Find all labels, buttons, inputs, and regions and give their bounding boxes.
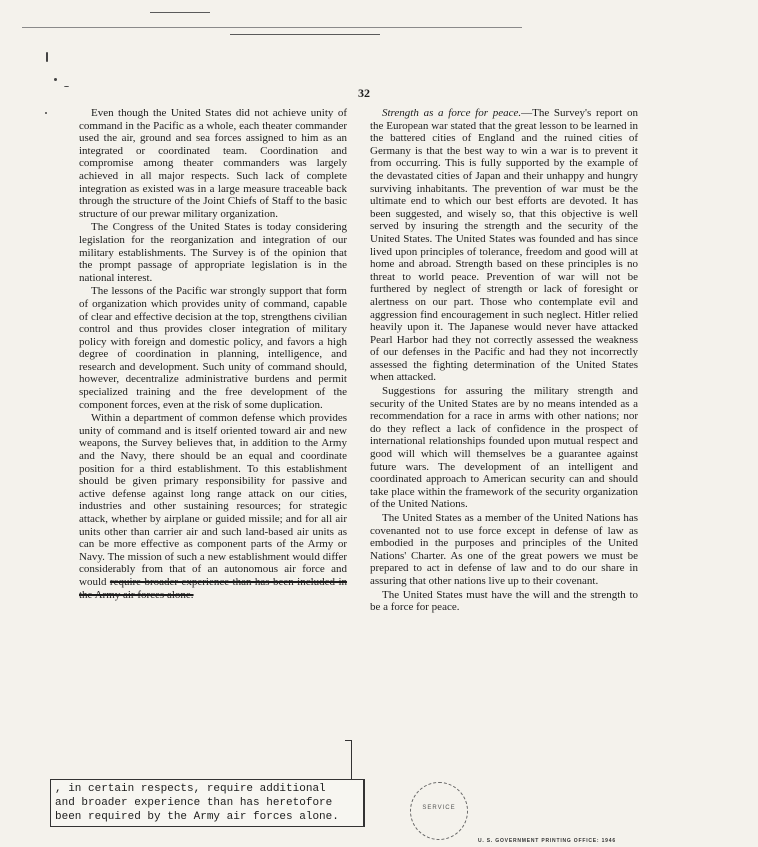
correction-line: been required by the Army air forces alone. (55, 811, 339, 823)
paragraph: Suggestions for assuring the military strength and security of the United States are by no means intended as a recommendation for a race in arms with other nations; nor do they reflect a lack of confidence in the prospect of international relationships founded upon mutual respect and good will which will themselves be a guarantee against future wars. The development of an intelligent and coordinated approach to American security can and should take place within the framework of the security organization of the United Nations. (370, 385, 638, 511)
paragraph: The United States must have the will and the strength to be a force for peace. (370, 588, 638, 614)
typed-correction-slip (50, 779, 365, 827)
paragraph-text: —The Survey's report on the European war stated that the great lesson to be learned in the battered cities of England and the ruined cities of Germany is that the best way to win a war is to prevent it from occurring. This is fully supported by the example of the devastated cities of Japan and their unhappy and hungry surviving inhabitants. The prevention of war must be the ultimate end to which our best efforts are devoted. It has been suggested, and wisely so, that this objective is well served by insuring the strength and the security of the United States. The United States was founded and has since lived upon principles of tolerance, freedom and good will at home and abroad. Strength based on these principles is no threat to world peace. Prevention of war will not be furthered by neglect of strength or lack of foresight or alertness on our part. Those who contemplate evil and aggression find encouragement in such neglect. Hitler relied heavily upon it. The Japanese would never have attacked Pearl Harbor had they not correctly assessed the weakness of our defenses in the Pacific and had they not incorrectly assessed the fighting determination of the United States when attacked. (370, 107, 638, 384)
library-stamp (410, 782, 468, 840)
scan-mark (22, 27, 522, 28)
scan-mark (46, 52, 48, 62)
scan-mark (230, 34, 380, 35)
paragraph (79, 412, 347, 601)
paragraph-text: Within a department of common defense which provides unity of command and is itself oriented toward air and new weapons, the Survey believes that, in addition to the Army and the Navy, there should be an equal and coordinate position for a third establishment. To this establishment should be given primary responsibility for passive and active defense against long range attack on our cities, industries and other sustaining resources; for strategic attack, whether by airplane or guided missile; and for all air units other than carrier air and such land-based air units as can be more effective as component parts of the Army or Navy. The mission of such a new establishment would differ considerably from that of an autonomous air force and would (79, 412, 347, 588)
struck-through-text: require broader experience than has been included in the Army air forces alone. (79, 575, 348, 601)
page-number: 32 (358, 86, 370, 100)
scan-mark (54, 78, 57, 81)
correction-line: , in certain respects, require additional (55, 783, 326, 795)
left-column (79, 107, 347, 601)
paragraph: Even though the United States did not achieve unity of command in the Pacific as a whole, each theater commander used the air, ground and sea forces assigned to him as an integrated or coordinated team. Coordination and compromise among theater commanders was largely achieved in all major respects. Such lack of complete integration as existed was in a large measure traceable back through the structure of the Joint Chiefs of Staff to the basic structure of our prewar military organization. (79, 107, 347, 220)
paragraph: The lessons of the Pacific war strongly support that form of organization which provides unity of command, capable of clear and effective decision at the top, strengthens civilian control and thus provides closer integration of military policy with foreign and domestic policy, and favors a high degree of coordination in planning, intelligence, and research and development. Such unity of command should, however, decentralize administrative burdens and permit specialized training and the free development of the component forces, even at the risk of some duplication. (79, 285, 347, 411)
paragraph: The Congress of the United States is today considering legislation for the reorganization and integration of our military establishments. The Survey is of the opinion that the prompt passage of appropriate legislation is in the national interest. (79, 221, 347, 284)
paragraph: The United States as a member of the United Nations has covenanted not to use force except in defense of law as embodied in the purposes and principles of the United Nations' Charter. As one of the great powers we must be prepared to act in defense of law and to do our share in assuring that other nations live up to their covenant. (370, 512, 638, 587)
scan-mark (150, 12, 210, 13)
section-heading: Strength as a force for peace. (382, 107, 522, 119)
insertion-mark (345, 740, 352, 779)
correction-line: and broader experience than has heretofore (55, 797, 333, 809)
stamp-text: SERVICE (422, 805, 456, 811)
scan-mark (64, 86, 69, 87)
scan-mark (45, 112, 47, 114)
right-column (370, 107, 638, 614)
printer-imprint: U. S. GOVERNMENT PRINTING OFFICE: 1946 (478, 838, 616, 844)
paragraph (370, 107, 638, 384)
